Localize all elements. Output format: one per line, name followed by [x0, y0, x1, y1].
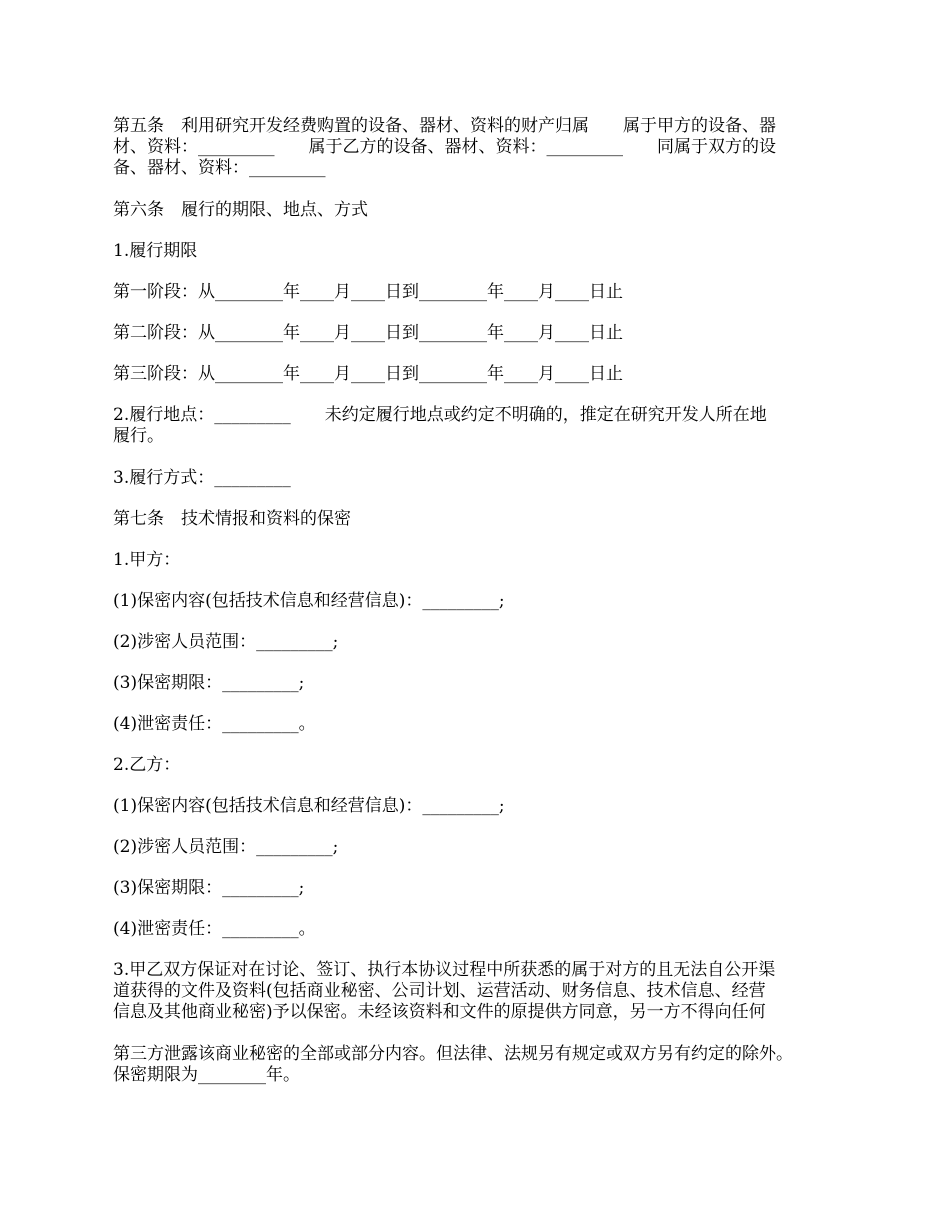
party-a-item-4: (4)泄密责任：_________。 — [113, 714, 316, 734]
article-7-clause-3-cont-line-2: 保密期限为________年。 — [113, 1065, 300, 1085]
party-b-item-3: (3)保密期限：_________; — [113, 878, 305, 898]
party-a-heading: 1.甲方： — [113, 550, 181, 570]
party-a-item-2: (2)涉密人员范围：_________; — [113, 632, 339, 652]
article-6-location-line-1: 2.履行地点：_________ 未约定履行地点或约定不明确的，推定在研究开发人所在地 — [113, 405, 767, 425]
article-5-line-2: 材、资料：_________ 属于乙方的设备、器材、资料：_________ 同属于双方的设 — [113, 137, 776, 157]
article-7-clause-3-line-2: 道获得的文件及资料(包括商业秘密、公司计划、运营活动、财务信息、技术信息、经营 — [113, 981, 766, 1001]
party-b-item-2: (2)涉密人员范围：_________; — [113, 837, 339, 857]
article-6-location — [113, 405, 853, 447]
article-5-paragraph — [113, 116, 853, 179]
article-6-location-line-2: 履行。 — [113, 426, 164, 446]
stage-2-line: 第二阶段：从________年____月____日到________年____月____日止 — [113, 323, 623, 343]
party-a-item-1: (1)保密内容(包括技术信息和经营信息)：_________; — [113, 591, 505, 611]
article-6-term-heading: 1.履行期限 — [113, 241, 198, 261]
party-a-item-3: (3)保密期限：_________; — [113, 673, 305, 693]
stage-1-line: 第一阶段：从________年____月____日到________年____月____日止 — [113, 282, 623, 302]
article-7-clause-3-line-1: 3.甲乙双方保证对在讨论、签订、执行本协议过程中所获悉的属于对方的且无法自公开渠 — [113, 960, 776, 980]
article-7-clause-3-cont-line-1: 第三方泄露该商业秘密的全部或部分内容。但法律、法规另有规定或双方另有约定的除外。 — [113, 1044, 793, 1064]
article-6-method: 3.履行方式：_________ — [113, 468, 291, 488]
article-7-clause-3 — [113, 960, 853, 1023]
article-7-clause-3-continued — [113, 1044, 853, 1086]
article-7-clause-3-line-3: 信息及其他商业秘密)予以保密。未经该资料和文件的原提供方同意，另一方不得向任何 — [113, 1002, 766, 1022]
article-5-line-3: 备、器材、资料：_________ — [113, 158, 326, 178]
article-6-title: 第六条 履行的期限、地点、方式 — [113, 200, 368, 220]
party-b-heading: 2.乙方： — [113, 755, 181, 775]
party-b-item-4: (4)泄密责任：_________。 — [113, 919, 316, 939]
stage-3-line: 第三阶段：从________年____月____日到________年____月____日止 — [113, 364, 623, 384]
party-b-item-1: (1)保密内容(包括技术信息和经营信息)：_________; — [113, 796, 505, 816]
article-5-line-1: 第五条 利用研究开发经费购置的设备、器材、资料的财产归属 属于甲方的设备、器 — [113, 116, 776, 136]
article-7-title: 第七条 技术情报和资料的保密 — [113, 509, 351, 529]
